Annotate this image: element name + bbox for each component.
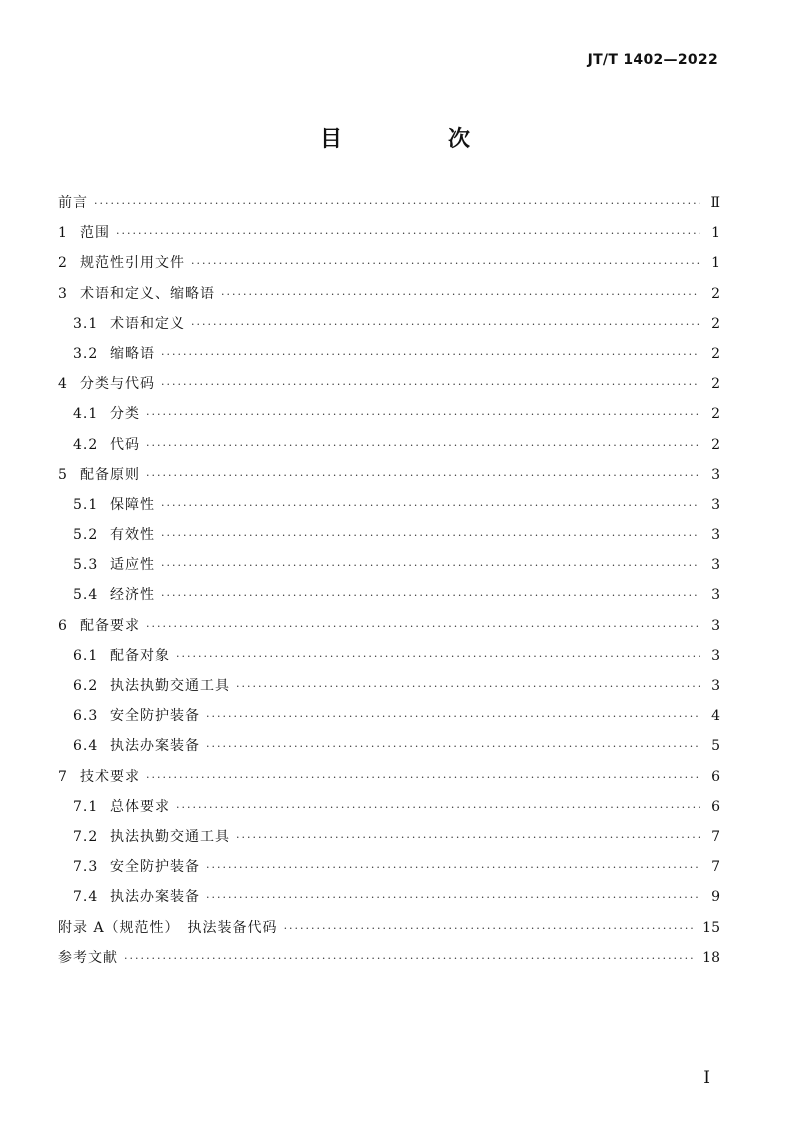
dot-leader [146, 400, 700, 430]
toc-entry[interactable] [58, 611, 720, 641]
toc-entry-label: 适应性 [110, 557, 155, 574]
page-title: 目 次 [319, 126, 512, 152]
dot-leader [116, 219, 700, 249]
toc-entry-number: 4.1 [73, 406, 99, 423]
dot-leader [161, 581, 700, 611]
toc-entry[interactable] [58, 671, 720, 701]
toc-entry[interactable] [58, 460, 720, 490]
toc-entry-number: 1 [58, 225, 67, 242]
toc-entry-label: 保障性 [110, 496, 155, 513]
toc-entry-page: 5 [711, 738, 720, 755]
dot-leader [161, 340, 700, 370]
toc-entry[interactable] [58, 520, 720, 550]
toc-entry-label: 安全防护装备 [110, 859, 200, 876]
toc-entry-number: 2 [58, 255, 67, 272]
toc-entry-number: 7.3 [73, 859, 99, 876]
toc-entry-page: 15 [702, 919, 720, 936]
toc-entry-number: 5.4 [73, 587, 99, 604]
toc-entry-label: 代码 [110, 436, 140, 453]
toc-entry-label: 缩略语 [110, 345, 155, 362]
toc-entry-number: 5.1 [73, 496, 99, 513]
toc-entry-label: 安全防护装备 [110, 708, 200, 725]
toc-entry-number: 7.1 [73, 798, 99, 815]
toc-entry-label: 执法办案装备 [110, 738, 200, 755]
table-of-contents [58, 188, 720, 973]
toc-entry-label: 有效性 [110, 527, 155, 544]
toc-entry-page: 3 [711, 617, 720, 634]
toc-entry-page: 2 [711, 315, 720, 332]
toc-entry-page: 6 [711, 768, 720, 785]
toc-entry-page: 2 [711, 376, 720, 393]
toc-entry-number: 4 [58, 376, 67, 393]
dot-leader [236, 672, 700, 702]
toc-entry-page: 2 [711, 436, 720, 453]
toc-entry-label: 参考文献 [58, 949, 118, 966]
toc-entry[interactable] [58, 641, 720, 671]
toc-entry[interactable] [58, 399, 720, 429]
toc-entry-number: 6.1 [73, 647, 99, 664]
toc-entry-page: 3 [711, 527, 720, 544]
toc-entry[interactable] [58, 943, 720, 973]
dot-leader [124, 944, 696, 974]
toc-entry[interactable] [58, 188, 720, 218]
toc-entry-label: 规范性引用文件 [80, 255, 185, 272]
toc-entry-label: 范围 [80, 225, 110, 242]
dot-leader [146, 431, 700, 461]
dot-leader [161, 491, 700, 521]
toc-entry-number: 3.1 [73, 315, 99, 332]
toc-entry-page: 3 [711, 496, 720, 513]
toc-entry-number: 6.4 [73, 738, 99, 755]
toc-entry-number: 7.4 [73, 889, 99, 906]
toc-entry-number: 5 [58, 466, 67, 483]
toc-entry-page: 18 [702, 949, 720, 966]
toc-entry-label: 配备要求 [80, 617, 140, 634]
toc-entry-page: 1 [711, 225, 720, 242]
toc-entry[interactable] [58, 822, 720, 852]
dot-leader [206, 853, 700, 883]
toc-entry-label: 执法办案装备 [110, 889, 200, 906]
toc-entry[interactable] [58, 580, 720, 610]
toc-entry-label: 技术要求 [80, 768, 140, 785]
toc-entry[interactable] [58, 762, 720, 792]
page-number: I [703, 1068, 710, 1088]
toc-entry[interactable] [58, 369, 720, 399]
toc-entry-label: 执法执勤交通工具 [110, 678, 230, 694]
dot-leader [94, 189, 700, 219]
toc-entry-page: 3 [711, 647, 720, 664]
dot-leader [206, 702, 700, 732]
toc-entry-label: 总体要求 [110, 798, 170, 815]
toc-entry-number: 7 [58, 768, 67, 785]
toc-entry-page: 4 [711, 708, 720, 725]
toc-entry[interactable] [58, 852, 720, 882]
toc-entry-number: 3.2 [73, 345, 99, 362]
toc-entry-page: 7 [711, 828, 720, 845]
toc-entry-label: 术语和定义、缩略语 [80, 285, 215, 302]
dot-leader [176, 793, 700, 823]
toc-entry-label: 术语和定义 [110, 315, 185, 332]
toc-entry[interactable] [58, 882, 720, 912]
toc-entry-label: 前言 [58, 195, 88, 211]
dot-leader [146, 763, 700, 793]
toc-entry[interactable] [58, 279, 720, 309]
toc-entry-number: 6 [58, 617, 67, 634]
toc-entry-page: 2 [711, 406, 720, 423]
toc-entry-page: 2 [711, 345, 720, 362]
standard-code: JT/T 1402—2022 [587, 52, 718, 68]
dot-leader [206, 732, 700, 762]
toc-entry[interactable] [58, 490, 720, 520]
dot-leader [206, 883, 700, 913]
toc-entry-page: 1 [711, 255, 720, 272]
toc-entry[interactable] [58, 309, 720, 339]
toc-entry[interactable] [58, 913, 720, 943]
toc-entry-label: 分类与代码 [80, 376, 155, 393]
dot-leader [191, 249, 700, 279]
toc-entry-page: 2 [711, 285, 720, 302]
dot-leader [176, 642, 700, 672]
dot-leader [161, 521, 700, 551]
toc-entry-page: Ⅱ [710, 195, 720, 211]
dot-leader [236, 823, 700, 853]
dot-leader [191, 310, 700, 340]
dot-leader [284, 914, 697, 944]
toc-entry-number: 5.3 [73, 557, 99, 574]
dot-leader [161, 370, 700, 400]
toc-entry[interactable] [58, 430, 720, 460]
toc-entry-page: 3 [711, 678, 720, 694]
toc-entry[interactable] [58, 701, 720, 731]
toc-entry[interactable] [58, 248, 720, 278]
toc-entry[interactable] [58, 339, 720, 369]
toc-entry[interactable] [58, 218, 720, 248]
toc-entry-page: 7 [711, 859, 720, 876]
toc-entry-number: 6.2 [73, 678, 99, 694]
toc-entry-number: 6.3 [73, 708, 99, 725]
toc-entry-page: 3 [711, 466, 720, 483]
dot-leader [221, 280, 700, 310]
dot-leader [146, 461, 700, 491]
toc-entry[interactable] [58, 550, 720, 580]
toc-entry-label: 配备原则 [80, 466, 140, 483]
toc-entry-page: 3 [711, 557, 720, 574]
toc-entry[interactable] [58, 792, 720, 822]
toc-entry-label: 分类 [110, 406, 140, 423]
toc-entry-page: 3 [711, 587, 720, 604]
toc-entry-label: 配备对象 [110, 647, 170, 664]
toc-entry-number: 3 [58, 285, 67, 302]
toc-entry-number: 5.2 [73, 527, 99, 544]
toc-entry-label: 附录 A（规范性） 执法装备代码 [58, 919, 278, 936]
toc-entry-number: 7.2 [73, 828, 99, 845]
toc-entry[interactable] [58, 731, 720, 761]
dot-leader [161, 551, 700, 581]
toc-entry-label: 经济性 [110, 587, 155, 604]
toc-entry-page: 6 [711, 798, 720, 815]
toc-entry-page: 9 [711, 889, 720, 906]
toc-entry-number: 4.2 [73, 436, 99, 453]
dot-leader [146, 612, 700, 642]
toc-entry-label: 执法执勤交通工具 [110, 828, 230, 845]
